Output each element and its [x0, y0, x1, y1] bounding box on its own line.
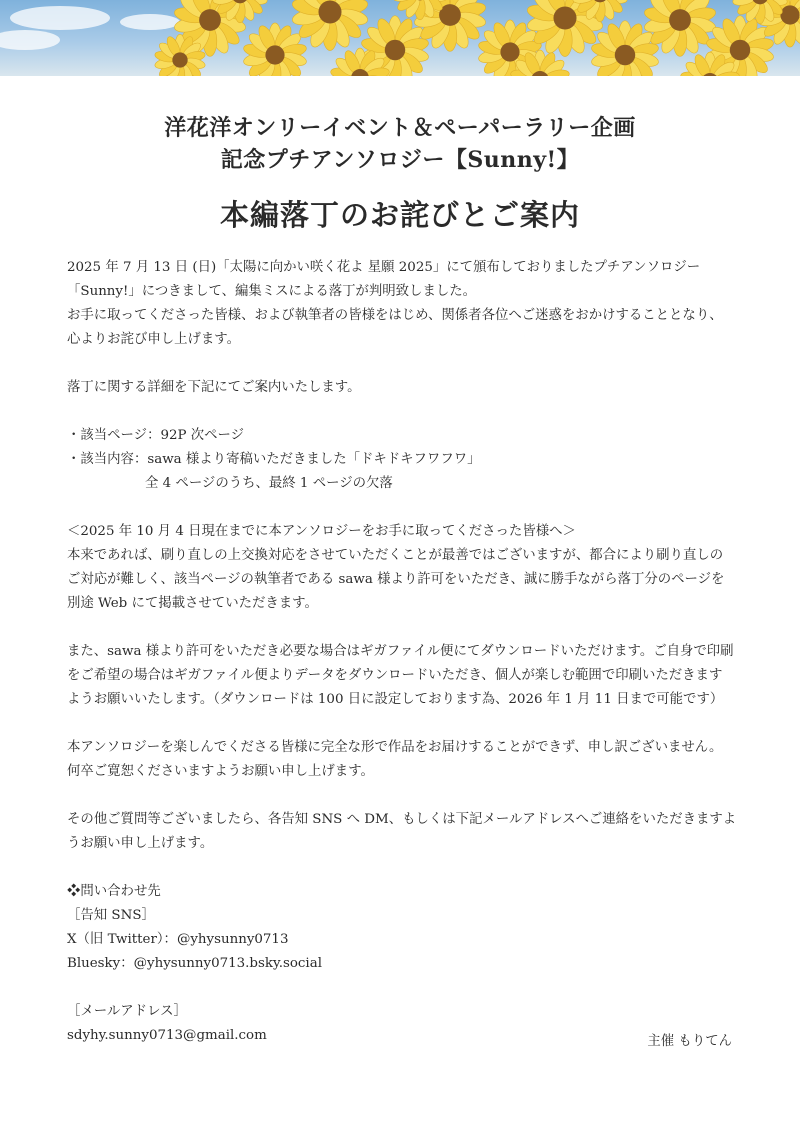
detail-content-sub: 全 4 ページのうち、最終 1 ページの欠落: [145, 476, 393, 491]
bluesky-account: Bluesky：@yhysunny0713.bsky.social: [67, 956, 322, 971]
apology-line: 何卒ご寛恕くださいますようお願い申し上げます。: [67, 764, 374, 779]
contact-heading: ❖問い合わせ先: [67, 884, 161, 899]
notice-line: ご対応が難しく、該当ページの執筆者である sawa 様より許可をいただき、誠に勝手ながら落丁分のページを: [67, 572, 725, 587]
details-intro: 落丁に関する詳細を下記にてご案内いたします。: [67, 380, 361, 395]
detail-page: ・該当ページ：92P 次ページ: [67, 428, 245, 443]
inquiry-line: うお願い申し上げます。: [67, 836, 214, 851]
page-heading: 本編落丁のお詫びとご案内: [219, 198, 580, 232]
sunflower-banner: [0, 0, 800, 76]
intro-line: 「Sunny!」につきまして、編集ミスによる落丁が判明致しました。: [67, 284, 477, 299]
apology-line: 本アンソロジーを楽しんでくださる皆様に完全な形で作品をお届けすることができず、申し訳ございません。: [67, 740, 723, 755]
sns-label: ［告知 SNS］: [67, 908, 155, 923]
title-block: [0, 112, 800, 235]
event-title: 洋花洋オンリーイベント＆ペーパーラリー企画: [164, 115, 636, 141]
email-label: ［メールアドレス］: [67, 1004, 187, 1019]
download-line: をご希望の場合はギガファイル便よりデータをダウンロードいただき、個人が楽しむ範囲で印刷いただきます: [67, 668, 723, 683]
email-address[interactable]: sdyhy.sunny0713@gmail.com: [67, 1028, 267, 1043]
intro-line: 心よりお詫び申し上げます。: [67, 332, 241, 347]
sunflower-field-image: [0, 0, 800, 76]
notice-line: 別途 Web にて掲載させていただきます。: [67, 596, 318, 611]
download-line: また、sawa 様より許可をいただき必要な場合はギガファイル便にてダウンロードいただけます。ご自身で印刷: [67, 644, 734, 659]
x-account: X（旧 Twitter）：@yhysunny0713: [67, 932, 289, 947]
inquiry-line: その他ご質問等ございましたら、各告知 SNS へ DM、もしくは下記メールアドレスへご連絡をいただきますよ: [67, 812, 737, 827]
notice-body: [67, 256, 737, 1048]
organizer: 主催 もりてん: [647, 1034, 732, 1049]
detail-content: ・該当内容：sawa 様より寄稿いただきました「ドキドキフワフワ」: [67, 452, 481, 467]
notice-line: 本来であれば、刷り直しの上交換対応をさせていただくことが最善ではございますが、都合により刷り直しの: [67, 548, 724, 563]
intro-line: お手に取ってくださった皆様、および執筆者の皆様をはじめ、関係者各位へご迷惑をおかけすることとなり、: [67, 308, 723, 323]
download-line: ようお願いいたします。（ダウンロードは 100 日に設定しております為、2026 年 1 月 11 日まで可能です）: [67, 692, 724, 707]
notice-heading: ＜2025 年 10 月 4 日現在までに本アンソロジーをお手に取ってくださった皆様へ＞: [67, 524, 576, 539]
sunflower-cluster: [154, 0, 800, 76]
anthology-title: 記念プチアンソロジー【Sunny!】: [220, 147, 580, 173]
intro-line: 2025 年 7 月 13 日 (日)「太陽に向かい咲く花よ 星願 2025」にて頒布しておりましたプチアンソロジー: [67, 260, 701, 275]
